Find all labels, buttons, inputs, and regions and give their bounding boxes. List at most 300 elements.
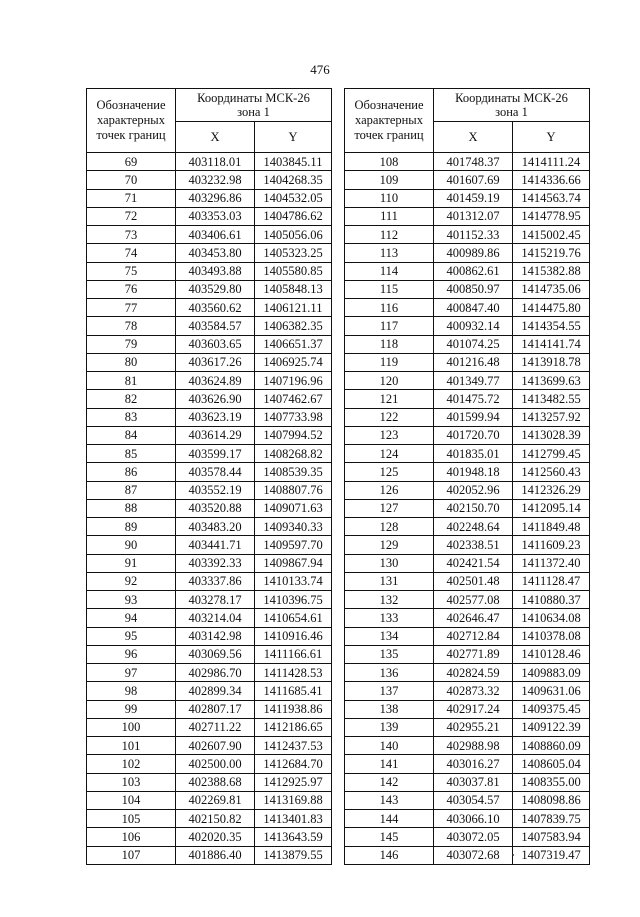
coord-x-cell: 403016.27 [434,755,513,773]
coord-x-cell: 403599.17 [176,445,255,463]
coord-y-cell: 1412684.70 [255,755,332,773]
table-row [345,791,590,809]
coord-x-cell: 402248.64 [434,518,513,536]
table-row [345,645,590,663]
coord-x-cell: 403617.26 [176,353,255,371]
coord-x-cell: 402917.24 [434,700,513,718]
point-id-cell: 119 [345,353,434,371]
coord-x-cell: 402899.34 [176,682,255,700]
coord-x-cell: 403626.90 [176,390,255,408]
table-row [87,244,332,262]
point-id-cell: 91 [87,554,176,572]
coord-x-cell: 402873.32 [434,682,513,700]
coord-y-cell: 1411166.61 [255,645,332,663]
point-id-cell: 112 [345,226,434,244]
point-id-cell: 76 [87,280,176,298]
point-id-cell: 144 [345,810,434,828]
coordinates-table-left [86,88,332,865]
coord-x-cell: 403603.65 [176,335,255,353]
point-id-cell: 100 [87,718,176,736]
table-row [345,755,590,773]
point-id-cell: 77 [87,299,176,317]
coord-y-cell: 1409071.63 [255,499,332,517]
table-row [87,810,332,828]
coord-x-cell: 401216.48 [434,353,513,371]
table-row [87,372,332,390]
header-x: X [176,122,255,153]
coord-x-cell: 403232.98 [176,171,255,189]
coord-x-cell: 403483.20 [176,518,255,536]
point-id-cell: 92 [87,572,176,590]
table-row [345,463,590,481]
coord-y-cell: 1414336.66 [513,171,590,189]
coord-y-cell: 1414778.95 [513,207,590,225]
table-body-right [345,153,590,865]
table-row [345,226,590,244]
table-body-left [87,153,332,865]
table-row [345,572,590,590]
header-designation: Обозначение характерных точек границ [345,89,434,153]
coord-x-cell: 403353.03 [176,207,255,225]
coord-x-cell: 403614.29 [176,426,255,444]
coord-y-cell: 1409375.45 [513,700,590,718]
table-row [345,627,590,645]
table-row [87,426,332,444]
coord-y-cell: 1403845.11 [255,153,332,171]
point-id-cell: 96 [87,645,176,663]
point-id-cell: 126 [345,481,434,499]
point-id-cell: 122 [345,408,434,426]
point-id-cell: 108 [345,153,434,171]
coord-x-cell: 401312.07 [434,207,513,225]
table-row [345,591,590,609]
point-id-cell: 85 [87,445,176,463]
coord-x-cell: 401748.37 [434,153,513,171]
point-id-cell: 137 [345,682,434,700]
coord-y-cell: 1407583.94 [513,828,590,846]
header-coords-line2: зона 1 [237,105,270,119]
coord-y-cell: 1410654.61 [255,609,332,627]
header-x: X [434,122,513,153]
coord-y-cell: 1408807.76 [255,481,332,499]
table-row [87,700,332,718]
coord-x-cell: 403578.44 [176,463,255,481]
point-id-cell: 102 [87,755,176,773]
header-coords-line2: зона 1 [495,105,528,119]
coord-y-cell: 1412437.53 [255,737,332,755]
coord-x-cell: 403118.01 [176,153,255,171]
point-id-cell: 101 [87,737,176,755]
table-row [87,682,332,700]
table-row [345,299,590,317]
point-id-cell: 116 [345,299,434,317]
table-row [345,153,590,171]
point-id-cell: 70 [87,171,176,189]
coord-x-cell: 401835.01 [434,445,513,463]
point-id-cell: 118 [345,335,434,353]
point-id-cell: 104 [87,791,176,809]
point-id-cell: 106 [87,828,176,846]
coord-y-cell: 1412560.43 [513,463,590,481]
coord-x-cell: 401074.25 [434,335,513,353]
coord-x-cell: 403520.88 [176,499,255,517]
table-row [87,518,332,536]
coord-y-cell: 1412095.14 [513,499,590,517]
coord-x-cell: 403584.57 [176,317,255,335]
header-y: Y [513,122,590,153]
point-id-cell: 69 [87,153,176,171]
point-id-cell: 82 [87,390,176,408]
table-row [87,481,332,499]
coord-y-cell: 1411372.40 [513,554,590,572]
coord-y-cell: 1409867.94 [255,554,332,572]
table-row [345,445,590,463]
point-id-cell: 121 [345,390,434,408]
table-row [87,207,332,225]
coord-y-cell: 1410396.75 [255,591,332,609]
table-row [87,554,332,572]
table-row [87,755,332,773]
coord-x-cell: 401720.70 [434,426,513,444]
point-id-cell: 98 [87,682,176,700]
coord-x-cell: 402955.21 [434,718,513,736]
point-id-cell: 125 [345,463,434,481]
table-row [87,299,332,317]
table-row [87,153,332,171]
coord-y-cell: 1413257.92 [513,408,590,426]
coord-y-cell: 1412186.65 [255,718,332,736]
point-id-cell: 107 [87,846,176,864]
coord-x-cell: 402712.84 [434,627,513,645]
coord-y-cell: 1408860.09 [513,737,590,755]
point-id-cell: 94 [87,609,176,627]
coord-y-cell: 1406651.37 [255,335,332,353]
point-id-cell: 79 [87,335,176,353]
coord-y-cell: 1411609.23 [513,536,590,554]
coord-y-cell: 1410916.46 [255,627,332,645]
coord-x-cell: 403493.88 [176,262,255,280]
table-row [345,426,590,444]
table-row [345,609,590,627]
coord-y-cell: 1406925.74 [255,353,332,371]
point-id-cell: 89 [87,518,176,536]
table-row [87,171,332,189]
coord-x-cell: 402421.54 [434,554,513,572]
coord-x-cell: 403072.05 [434,828,513,846]
table-row [87,536,332,554]
point-id-cell: 95 [87,627,176,645]
coord-x-cell: 402988.98 [434,737,513,755]
coord-y-cell: 1406121.11 [255,299,332,317]
point-id-cell: 124 [345,445,434,463]
coord-x-cell: 401948.18 [434,463,513,481]
point-id-cell: 135 [345,645,434,663]
coord-x-cell: 403406.61 [176,226,255,244]
coord-y-cell: 1411849.48 [513,518,590,536]
table-row [345,408,590,426]
header-coordinates [176,89,332,122]
coord-x-cell: 403552.19 [176,481,255,499]
coord-x-cell: 403441.71 [176,536,255,554]
coord-x-cell: 403278.17 [176,591,255,609]
coord-x-cell: 402807.17 [176,700,255,718]
coord-y-cell: 1413918.78 [513,353,590,371]
table-row [345,262,590,280]
coord-y-cell: 1411428.53 [255,664,332,682]
table-row [345,280,590,298]
coord-x-cell: 401152.33 [434,226,513,244]
header-y: Y [255,122,332,153]
table-row [87,317,332,335]
coord-x-cell: 402020.35 [176,828,255,846]
table-row [87,408,332,426]
coord-x-cell: 402150.82 [176,810,255,828]
table-row [87,627,332,645]
table-row [345,554,590,572]
table-row [87,609,332,627]
point-id-cell: 128 [345,518,434,536]
coord-y-cell: 1410133.74 [255,572,332,590]
coord-x-cell: 403037.81 [434,773,513,791]
coord-x-cell: 400989.86 [434,244,513,262]
coord-y-cell: 1404786.62 [255,207,332,225]
coord-x-cell: 403529.80 [176,280,255,298]
coord-y-cell: 1412925.97 [255,773,332,791]
coord-x-cell: 402052.96 [434,481,513,499]
coord-y-cell: 1407839.75 [513,810,590,828]
coord-y-cell: 1407462.67 [255,390,332,408]
table-row [87,846,332,864]
coordinates-table-right [344,88,590,865]
coord-x-cell: 403392.33 [176,554,255,572]
point-id-cell: 80 [87,353,176,371]
header-designation: Обозначение характерных точек границ [87,89,176,153]
table-row [87,791,332,809]
coord-x-cell: 400847.40 [434,299,513,317]
coord-y-cell: 1415382.88 [513,262,590,280]
coord-y-cell: 1408098.86 [513,791,590,809]
scan-speck [512,854,514,856]
point-id-cell: 140 [345,737,434,755]
table-row [87,189,332,207]
table-row [345,390,590,408]
table-row [87,664,332,682]
coord-y-cell: 1413879.55 [255,846,332,864]
point-id-cell: 109 [345,171,434,189]
table-row [345,846,590,864]
point-id-cell: 127 [345,499,434,517]
table-row [87,390,332,408]
coord-x-cell: 403560.62 [176,299,255,317]
point-id-cell: 111 [345,207,434,225]
coord-x-cell: 402577.08 [434,591,513,609]
coord-y-cell: 1406382.35 [255,317,332,335]
coord-y-cell: 1407994.52 [255,426,332,444]
point-id-cell: 133 [345,609,434,627]
table-row [87,718,332,736]
point-id-cell: 114 [345,262,434,280]
coord-x-cell: 400850.97 [434,280,513,298]
coord-y-cell: 1409631.06 [513,682,590,700]
coord-x-cell: 402269.81 [176,791,255,809]
point-id-cell: 86 [87,463,176,481]
coord-x-cell: 403214.04 [176,609,255,627]
table-row [87,445,332,463]
coord-y-cell: 1414475.80 [513,299,590,317]
header-coords-line1: Координаты МСК-26 [197,91,310,105]
coord-x-cell: 403142.98 [176,627,255,645]
point-id-cell: 83 [87,408,176,426]
point-id-cell: 105 [87,810,176,828]
coord-x-cell: 402986.70 [176,664,255,682]
table-row [87,262,332,280]
coord-y-cell: 1408355.00 [513,773,590,791]
table-row [87,773,332,791]
coord-x-cell: 401459.19 [434,189,513,207]
point-id-cell: 130 [345,554,434,572]
point-id-cell: 132 [345,591,434,609]
point-id-cell: 99 [87,700,176,718]
coord-x-cell: 403623.19 [176,408,255,426]
point-id-cell: 93 [87,591,176,609]
point-id-cell: 123 [345,426,434,444]
page-number: 476 [310,62,330,77]
coord-y-cell: 1405323.25 [255,244,332,262]
table-row [87,737,332,755]
coord-y-cell: 1409883.09 [513,664,590,682]
coord-y-cell: 1409122.39 [513,718,590,736]
coord-y-cell: 1408539.35 [255,463,332,481]
point-id-cell: 115 [345,280,434,298]
point-id-cell: 78 [87,317,176,335]
coord-x-cell: 401886.40 [176,846,255,864]
coord-y-cell: 1412799.45 [513,445,590,463]
coord-y-cell: 1404268.35 [255,171,332,189]
coord-x-cell: 402501.48 [434,572,513,590]
coord-y-cell: 1411685.41 [255,682,332,700]
point-id-cell: 103 [87,773,176,791]
point-id-cell: 72 [87,207,176,225]
table-row [345,664,590,682]
table-row [345,372,590,390]
point-id-cell: 87 [87,481,176,499]
coord-y-cell: 1407196.96 [255,372,332,390]
coord-y-cell: 1413699.63 [513,372,590,390]
coord-y-cell: 1407733.98 [255,408,332,426]
point-id-cell: 73 [87,226,176,244]
coord-x-cell: 402824.59 [434,664,513,682]
table-row [345,499,590,517]
table-row [345,335,590,353]
table-row [345,244,590,262]
table-row [345,518,590,536]
coord-x-cell: 403054.57 [434,791,513,809]
point-id-cell: 97 [87,664,176,682]
table-row [87,280,332,298]
coord-x-cell: 400932.14 [434,317,513,335]
coord-y-cell: 1408605.04 [513,755,590,773]
coord-x-cell: 401607.69 [434,171,513,189]
point-id-cell: 143 [345,791,434,809]
header-coords-line1: Координаты МСК-26 [455,91,568,105]
point-id-cell: 145 [345,828,434,846]
coord-x-cell: 401599.94 [434,408,513,426]
coord-y-cell: 1404532.05 [255,189,332,207]
table-row [345,317,590,335]
point-id-cell: 84 [87,426,176,444]
coord-y-cell: 1413401.83 [255,810,332,828]
table-row [87,335,332,353]
point-id-cell: 142 [345,773,434,791]
table-row [87,828,332,846]
point-id-cell: 81 [87,372,176,390]
table-row [345,536,590,554]
point-id-cell: 74 [87,244,176,262]
coord-x-cell: 402607.90 [176,737,255,755]
point-id-cell: 90 [87,536,176,554]
point-id-cell: 136 [345,664,434,682]
table-row [345,353,590,371]
coord-x-cell: 403066.10 [434,810,513,828]
coord-y-cell: 1409340.33 [255,518,332,536]
point-id-cell: 138 [345,700,434,718]
point-id-cell: 120 [345,372,434,390]
table-row [345,481,590,499]
coord-y-cell: 1413482.55 [513,390,590,408]
coord-y-cell: 1410378.08 [513,627,590,645]
point-id-cell: 131 [345,572,434,590]
coord-y-cell: 1414735.06 [513,280,590,298]
coord-y-cell: 1410128.46 [513,645,590,663]
coord-y-cell: 1408268.82 [255,445,332,463]
point-id-cell: 110 [345,189,434,207]
point-id-cell: 88 [87,499,176,517]
table-row [345,810,590,828]
point-id-cell: 75 [87,262,176,280]
coord-y-cell: 1414141.74 [513,335,590,353]
point-id-cell: 134 [345,627,434,645]
table-row [87,645,332,663]
table-row [345,189,590,207]
coord-x-cell: 402338.51 [434,536,513,554]
coord-x-cell: 402150.70 [434,499,513,517]
coord-x-cell: 400862.61 [434,262,513,280]
coord-y-cell: 1414563.74 [513,189,590,207]
coord-y-cell: 1407319.47 [513,846,590,864]
coord-x-cell: 401349.77 [434,372,513,390]
table-row [345,171,590,189]
coord-x-cell: 402711.22 [176,718,255,736]
table-row [345,737,590,755]
coord-y-cell: 1413028.39 [513,426,590,444]
coord-x-cell: 402771.89 [434,645,513,663]
coord-x-cell: 402388.68 [176,773,255,791]
point-id-cell: 113 [345,244,434,262]
coord-y-cell: 1410880.37 [513,591,590,609]
table-row [345,718,590,736]
coord-x-cell: 401475.72 [434,390,513,408]
table-row [345,207,590,225]
table-row [87,226,332,244]
coord-y-cell: 1414354.55 [513,317,590,335]
table-row [87,499,332,517]
coord-y-cell: 1413169.88 [255,791,332,809]
coord-y-cell: 1405848.13 [255,280,332,298]
coord-y-cell: 1415219.76 [513,244,590,262]
table-row [345,828,590,846]
coord-x-cell: 402646.47 [434,609,513,627]
coord-y-cell: 1409597.70 [255,536,332,554]
